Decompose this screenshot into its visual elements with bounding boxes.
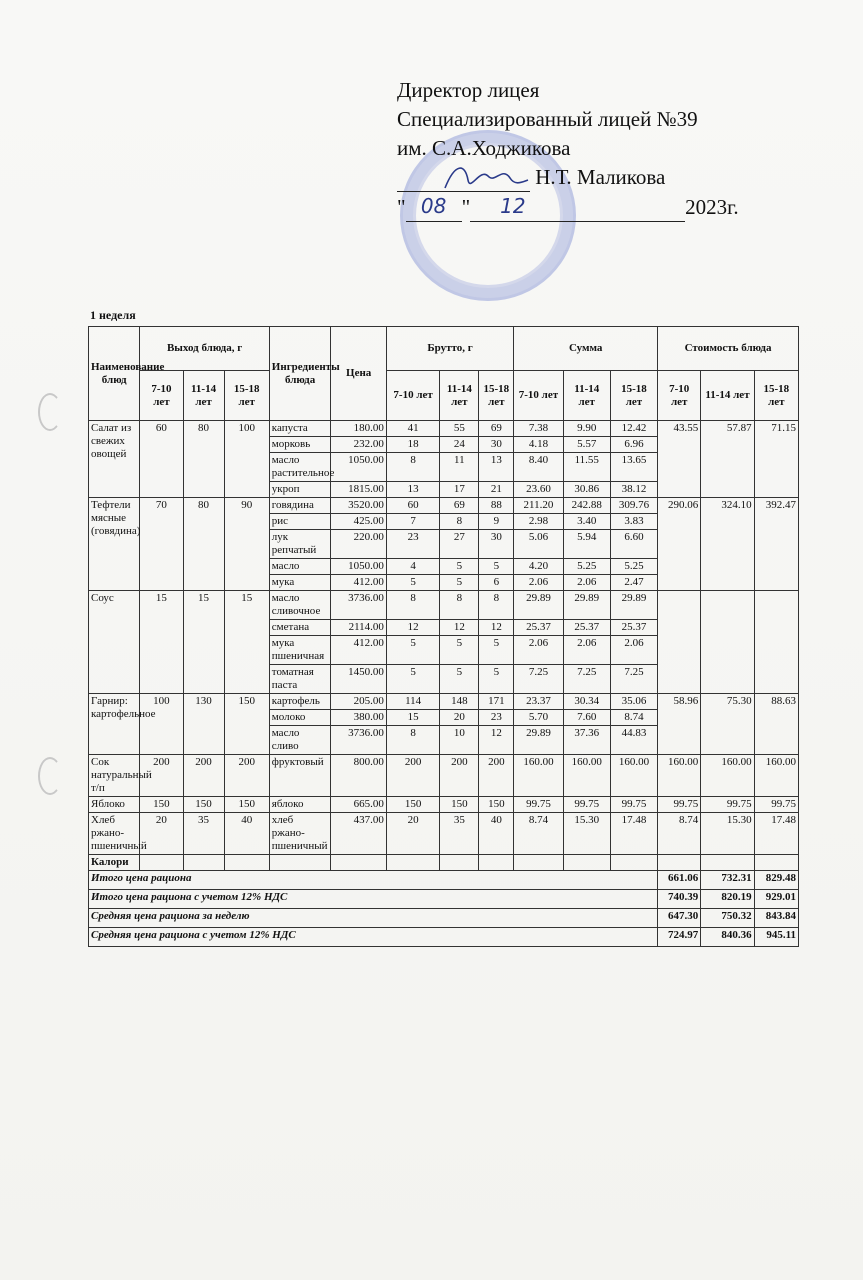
sum-1: 2.06 (514, 636, 563, 665)
dish-name: Салат из свежих овощей (89, 421, 140, 498)
header-line-2: Специализированный лицей №39 (397, 107, 698, 131)
total-value-2: 820.19 (701, 890, 754, 909)
signer-line (397, 163, 797, 192)
brutto-1: 18 (386, 437, 439, 453)
calories-empty-cell (386, 855, 439, 871)
ingredient-name: масло (269, 559, 331, 575)
sum-2: 5.57 (563, 437, 610, 453)
brutto-3: 5 (479, 665, 514, 694)
sum-3: 12.42 (610, 421, 657, 437)
ingredient-price: 180.00 (331, 421, 386, 437)
brutto-1: 5 (386, 575, 439, 591)
approval-header (397, 76, 797, 222)
brutto-3: 9 (479, 514, 514, 530)
ingredient-name: сметана (269, 620, 331, 636)
sum-1: 99.75 (514, 797, 563, 813)
sum-3: 3.83 (610, 514, 657, 530)
dish-output-2: 80 (183, 498, 224, 591)
calories-empty-cell (514, 855, 563, 871)
col-output-age-2: 11-14 лет (183, 371, 224, 421)
dish-output-1: 70 (140, 498, 183, 591)
ingredient-price: 1050.00 (331, 559, 386, 575)
ingredient-price: 1815.00 (331, 482, 386, 498)
brutto-2: 8 (440, 591, 479, 620)
sum-3: 13.65 (610, 453, 657, 482)
dish-output-2: 150 (183, 797, 224, 813)
dish-output-3: 150 (224, 694, 269, 755)
quote-open: " (397, 195, 406, 219)
brutto-3: 23 (479, 710, 514, 726)
sum-2: 160.00 (563, 755, 610, 797)
sum-1: 2.98 (514, 514, 563, 530)
brutto-3: 150 (479, 797, 514, 813)
sum-1: 25.37 (514, 620, 563, 636)
brutto-2: 8 (440, 514, 479, 530)
brutto-1: 200 (386, 755, 439, 797)
col-output-age-3: 15-18 лет (224, 371, 269, 421)
sum-1: 29.89 (514, 591, 563, 620)
ingredient-name: морковь (269, 437, 331, 453)
sum-3: 6.60 (610, 530, 657, 559)
ingredient-price: 412.00 (331, 575, 386, 591)
dish-output-2: 130 (183, 694, 224, 755)
brutto-1: 150 (386, 797, 439, 813)
table-row (89, 421, 799, 437)
ingredient-name: укроп (269, 482, 331, 498)
brutto-3: 69 (479, 421, 514, 437)
dish-cost-3: 17.48 (754, 813, 798, 855)
brutto-3: 12 (479, 620, 514, 636)
col-cost-age-1: 7-10 лет (658, 371, 701, 421)
brutto-3: 30 (479, 437, 514, 453)
sum-2: 2.06 (563, 636, 610, 665)
week-label: 1 неделя (90, 308, 136, 322)
sum-1: 29.89 (514, 726, 563, 755)
dish-cost-3: 88.63 (754, 694, 798, 755)
table-row (89, 813, 799, 855)
sum-2: 15.30 (563, 813, 610, 855)
header-line-3: им. С.А.Ходжикова (397, 136, 571, 160)
sum-2: 30.86 (563, 482, 610, 498)
sum-3: 35.06 (610, 694, 657, 710)
brutto-2: 24 (440, 437, 479, 453)
dish-output-3: 15 (224, 591, 269, 694)
sum-1: 7.25 (514, 665, 563, 694)
sum-3: 6.96 (610, 437, 657, 453)
sum-2: 25.37 (563, 620, 610, 636)
dish-cost-1: 58.96 (658, 694, 701, 755)
col-cost-age-2: 11-14 лет (701, 371, 754, 421)
brutto-1: 41 (386, 421, 439, 437)
dish-cost-2: 15.30 (701, 813, 754, 855)
ingredient-name: говядина (269, 498, 331, 514)
sum-3: 8.74 (610, 710, 657, 726)
sum-3: 29.89 (610, 591, 657, 620)
total-value-3: 929.01 (754, 890, 798, 909)
col-price: Цена (331, 327, 386, 421)
col-sum: Сумма (514, 327, 658, 371)
total-label: Итого цена рациона с учетом 12% НДС (89, 890, 658, 909)
signer-name: Н.Т. Маликова (535, 165, 666, 189)
dish-cost-2: 75.30 (701, 694, 754, 755)
dish-cost-1: 43.55 (658, 421, 701, 498)
table-row (89, 498, 799, 514)
sum-2: 3.40 (563, 514, 610, 530)
dish-output-1: 100 (140, 694, 183, 755)
brutto-2: 200 (440, 755, 479, 797)
brutto-1: 4 (386, 559, 439, 575)
calories-empty-cell (269, 855, 331, 871)
ingredient-name: рис (269, 514, 331, 530)
ingredient-price: 412.00 (331, 636, 386, 665)
brutto-3: 30 (479, 530, 514, 559)
dish-output-3: 200 (224, 755, 269, 797)
dish-name: Хлеб ржано-пшеничный (89, 813, 140, 855)
dish-name: Тефтели мясные (говядина) (89, 498, 140, 591)
date-month: 12 (470, 192, 685, 222)
total-row (89, 890, 799, 909)
brutto-2: 27 (440, 530, 479, 559)
total-row (89, 871, 799, 890)
ingredient-price: 380.00 (331, 710, 386, 726)
sum-3: 5.25 (610, 559, 657, 575)
sum-2: 2.06 (563, 575, 610, 591)
calories-empty-cell (610, 855, 657, 871)
total-label: Средняя цена рациона за неделю (89, 909, 658, 928)
calories-empty-cell (183, 855, 224, 871)
col-dish-name: Наименование блюд (89, 327, 140, 421)
ingredient-price: 3736.00 (331, 591, 386, 620)
brutto-2: 20 (440, 710, 479, 726)
dish-name: Соус (89, 591, 140, 694)
brutto-1: 114 (386, 694, 439, 710)
brutto-2: 35 (440, 813, 479, 855)
sum-2: 7.25 (563, 665, 610, 694)
quote-close: " (461, 195, 471, 219)
total-value-3: 945.11 (754, 928, 798, 947)
ingredient-price: 1050.00 (331, 453, 386, 482)
dish-cost-2: 99.75 (701, 797, 754, 813)
table-row (89, 591, 799, 620)
sum-1: 8.74 (514, 813, 563, 855)
total-label: Итого цена рациона (89, 871, 658, 890)
sum-3: 25.37 (610, 620, 657, 636)
sum-1: 2.06 (514, 575, 563, 591)
dish-output-2: 15 (183, 591, 224, 694)
punch-hole-bottom (38, 757, 62, 795)
brutto-2: 5 (440, 665, 479, 694)
dish-cost-1: 99.75 (658, 797, 701, 813)
total-value-2: 750.32 (701, 909, 754, 928)
brutto-3: 200 (479, 755, 514, 797)
ingredient-price: 3736.00 (331, 726, 386, 755)
calories-empty-cell (224, 855, 269, 871)
ingredient-name: масло растительное (269, 453, 331, 482)
col-output-age-1: 7-10 лет (140, 371, 183, 421)
dish-name: Яблоко (89, 797, 140, 813)
sum-1: 160.00 (514, 755, 563, 797)
ingredient-name: яблоко (269, 797, 331, 813)
calories-label: Калори (89, 855, 140, 871)
dish-output-3: 40 (224, 813, 269, 855)
sum-2: 7.60 (563, 710, 610, 726)
brutto-1: 8 (386, 453, 439, 482)
brutto-3: 40 (479, 813, 514, 855)
sum-3: 160.00 (610, 755, 657, 797)
ingredient-price: 232.00 (331, 437, 386, 453)
ingredient-price: 665.00 (331, 797, 386, 813)
sum-2: 9.90 (563, 421, 610, 437)
sum-3: 44.83 (610, 726, 657, 755)
brutto-3: 6 (479, 575, 514, 591)
brutto-2: 11 (440, 453, 479, 482)
brutto-1: 5 (386, 636, 439, 665)
ingredient-price: 425.00 (331, 514, 386, 530)
ingredient-name: фруктовый (269, 755, 331, 797)
col-brutto-age-3: 15-18 лет (479, 371, 514, 421)
sum-2: 37.36 (563, 726, 610, 755)
ingredient-price: 205.00 (331, 694, 386, 710)
col-sum-age-3: 15-18 лет (610, 371, 657, 421)
menu-table (88, 326, 799, 947)
date-year: 2023г. (685, 195, 739, 219)
brutto-1: 20 (386, 813, 439, 855)
dish-cost-3: 99.75 (754, 797, 798, 813)
sum-3: 17.48 (610, 813, 657, 855)
sum-1: 23.60 (514, 482, 563, 498)
calories-empty-cell (479, 855, 514, 871)
punch-hole-top (38, 393, 62, 431)
col-sum-age-1: 7-10 лет (514, 371, 563, 421)
sum-2: 242.88 (563, 498, 610, 514)
dish-name: Гарнир: картофельное (89, 694, 140, 755)
ingredient-price: 220.00 (331, 530, 386, 559)
brutto-2: 5 (440, 575, 479, 591)
dish-output-1: 200 (140, 755, 183, 797)
ingredient-name: капуста (269, 421, 331, 437)
signature-line (397, 171, 530, 192)
ingredient-name: масло сливочное (269, 591, 331, 620)
brutto-1: 8 (386, 591, 439, 620)
brutto-3: 171 (479, 694, 514, 710)
brutto-1: 12 (386, 620, 439, 636)
dish-name: Сок натуральный т/п (89, 755, 140, 797)
dish-cost-2: 160.00 (701, 755, 754, 797)
calories-empty-cell (331, 855, 386, 871)
dish-cost-3: 392.47 (754, 498, 798, 591)
dish-cost-1: 160.00 (658, 755, 701, 797)
sum-1: 7.38 (514, 421, 563, 437)
brutto-1: 13 (386, 482, 439, 498)
total-row (89, 928, 799, 947)
ingredient-name: картофель (269, 694, 331, 710)
dish-cost-2: 57.87 (701, 421, 754, 498)
col-brutto: Брутто, г (386, 327, 513, 371)
total-value-1: 661.06 (658, 871, 701, 890)
total-value-1: 647.30 (658, 909, 701, 928)
ingredient-name: мука (269, 575, 331, 591)
brutto-3: 5 (479, 559, 514, 575)
dish-output-3: 150 (224, 797, 269, 813)
brutto-2: 69 (440, 498, 479, 514)
sum-3: 38.12 (610, 482, 657, 498)
ingredient-price: 437.00 (331, 813, 386, 855)
col-sum-age-2: 11-14 лет (563, 371, 610, 421)
total-value-1: 724.97 (658, 928, 701, 947)
sum-2: 29.89 (563, 591, 610, 620)
dish-output-2: 80 (183, 421, 224, 498)
calories-empty-cell (701, 855, 754, 871)
brutto-1: 5 (386, 665, 439, 694)
ingredient-price: 1450.00 (331, 665, 386, 694)
ingredient-name: хлеб ржано-пшеничный (269, 813, 331, 855)
sum-3: 2.06 (610, 636, 657, 665)
dish-cost-2: 324.10 (701, 498, 754, 591)
table-row (89, 755, 799, 797)
sum-2: 5.94 (563, 530, 610, 559)
brutto-3: 8 (479, 591, 514, 620)
sum-2: 99.75 (563, 797, 610, 813)
ingredient-name: молоко (269, 710, 331, 726)
calories-empty-cell (440, 855, 479, 871)
dish-output-1: 15 (140, 591, 183, 694)
dish-cost-1 (658, 591, 701, 694)
brutto-2: 148 (440, 694, 479, 710)
sum-1: 4.20 (514, 559, 563, 575)
sum-1: 8.40 (514, 453, 563, 482)
col-ingredients: Ингредиенты блюда (269, 327, 331, 421)
dish-cost-3 (754, 591, 798, 694)
brutto-1: 7 (386, 514, 439, 530)
table-row (89, 797, 799, 813)
dish-output-2: 35 (183, 813, 224, 855)
brutto-1: 15 (386, 710, 439, 726)
dish-output-1: 150 (140, 797, 183, 813)
dish-output-3: 90 (224, 498, 269, 591)
brutto-3: 21 (479, 482, 514, 498)
calories-empty-cell (754, 855, 798, 871)
brutto-2: 5 (440, 559, 479, 575)
sum-2: 11.55 (563, 453, 610, 482)
sum-1: 211.20 (514, 498, 563, 514)
ingredient-name: масло сливо (269, 726, 331, 755)
dish-output-2: 200 (183, 755, 224, 797)
sum-1: 4.18 (514, 437, 563, 453)
brutto-3: 88 (479, 498, 514, 514)
calories-empty-cell (140, 855, 183, 871)
sum-1: 5.70 (514, 710, 563, 726)
dish-output-1: 20 (140, 813, 183, 855)
dish-cost-3: 71.15 (754, 421, 798, 498)
sum-3: 99.75 (610, 797, 657, 813)
total-value-2: 732.31 (701, 871, 754, 890)
brutto-2: 17 (440, 482, 479, 498)
ingredient-name: лук репчатый (269, 530, 331, 559)
total-label: Средняя цена рациона с учетом 12% НДС (89, 928, 658, 947)
dish-output-1: 60 (140, 421, 183, 498)
total-value-2: 840.36 (701, 928, 754, 947)
total-value-3: 843.84 (754, 909, 798, 928)
brutto-2: 5 (440, 636, 479, 665)
calories-empty-cell (563, 855, 610, 871)
sum-2: 30.34 (563, 694, 610, 710)
sum-2: 5.25 (563, 559, 610, 575)
brutto-1: 60 (386, 498, 439, 514)
dish-cost-2 (701, 591, 754, 694)
dish-output-3: 100 (224, 421, 269, 498)
header-line-1: Директор лицея (397, 78, 540, 102)
ingredient-name: мука пшеничная (269, 636, 331, 665)
col-brutto-age-2: 11-14 лет (440, 371, 479, 421)
brutto-2: 10 (440, 726, 479, 755)
sum-1: 5.06 (514, 530, 563, 559)
calories-row (89, 855, 799, 871)
brutto-3: 5 (479, 636, 514, 665)
calories-empty-cell (658, 855, 701, 871)
col-cost-age-3: 15-18 лет (754, 371, 798, 421)
total-value-1: 740.39 (658, 890, 701, 909)
ingredient-price: 3520.00 (331, 498, 386, 514)
ingredient-price: 2114.00 (331, 620, 386, 636)
ingredient-price: 800.00 (331, 755, 386, 797)
brutto-3: 13 (479, 453, 514, 482)
brutto-1: 8 (386, 726, 439, 755)
brutto-2: 150 (440, 797, 479, 813)
date-line (397, 192, 797, 222)
col-output: Выход блюда, г (140, 327, 269, 371)
brutto-2: 12 (440, 620, 479, 636)
table-row (89, 694, 799, 710)
date-day: 08 (406, 192, 462, 222)
dish-cost-3: 160.00 (754, 755, 798, 797)
sum-3: 309.76 (610, 498, 657, 514)
total-row (89, 909, 799, 928)
total-value-3: 829.48 (754, 871, 798, 890)
sum-3: 2.47 (610, 575, 657, 591)
sum-1: 23.37 (514, 694, 563, 710)
brutto-3: 12 (479, 726, 514, 755)
brutto-2: 55 (440, 421, 479, 437)
ingredient-name: томатная паста (269, 665, 331, 694)
col-brutto-age-1: 7-10 лет (386, 371, 439, 421)
sum-3: 7.25 (610, 665, 657, 694)
col-cost: Стоимость блюда (658, 327, 799, 371)
dish-cost-1: 8.74 (658, 813, 701, 855)
brutto-1: 23 (386, 530, 439, 559)
dish-cost-1: 290.06 (658, 498, 701, 591)
